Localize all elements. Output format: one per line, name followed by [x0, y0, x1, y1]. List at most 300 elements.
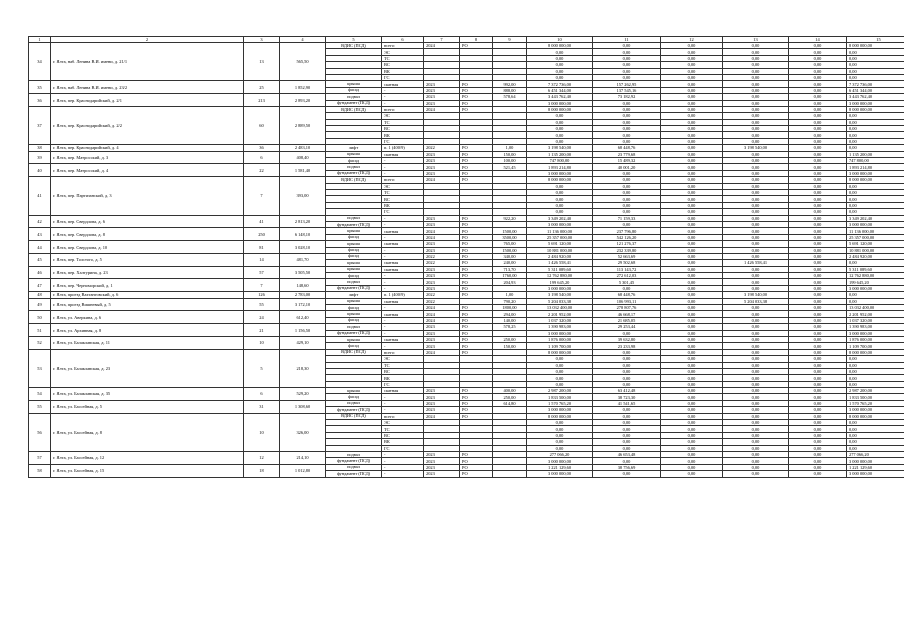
volume-cell: 140,00: [493, 317, 527, 323]
cost-total-cell: 747 800,00: [527, 158, 593, 164]
column-number-header: 4: [280, 37, 326, 43]
cost-per-unit-cell: 46 668,17: [593, 311, 661, 317]
cost-total-cell: 3 443 762,40: [527, 94, 593, 100]
work-type-cell: фасад: [326, 247, 382, 253]
cost-total-cell: 8 000 000,00: [527, 177, 593, 183]
other-cell: 0,00: [789, 464, 847, 470]
fund-amount-cell: 0,00: [847, 132, 904, 138]
other-cell: 0,00: [789, 196, 847, 202]
work-type-cell: подвал: [326, 400, 382, 406]
cost-per-unit-cell: 29 253,44: [593, 324, 661, 330]
work-subtype-cell: ЭС: [382, 183, 424, 189]
cost-total-cell: 0,00: [527, 445, 593, 451]
work-type-cell: фасад: [326, 273, 382, 279]
other-cell: 0,00: [789, 145, 847, 151]
funds-cell: 0,00: [723, 202, 789, 208]
row-number-cell: 57: [29, 452, 51, 465]
area-cell: 2 893,20: [280, 94, 326, 107]
column-number-header: 7: [424, 37, 460, 43]
fund-amount-cell: 0,00: [847, 49, 904, 55]
other-cell: 0,00: [789, 241, 847, 247]
cost-per-unit-cell: 0,00: [593, 426, 661, 432]
source-cell: РО: [460, 253, 493, 259]
column-number-header: 14: [789, 37, 847, 43]
budget-cell: 0,00: [661, 452, 723, 458]
other-cell: 0,00: [789, 349, 847, 355]
work-type-cell: фундамент (ПСД): [326, 330, 382, 336]
row-number-cell: 53: [29, 349, 51, 387]
cost-per-unit-cell: 0,00: [593, 170, 661, 176]
budget-cell: 0,00: [661, 400, 723, 406]
cost-per-unit-cell: 0,00: [593, 368, 661, 374]
year-cell: 2023: [424, 407, 460, 413]
budget-cell: 0,00: [661, 285, 723, 291]
volume-cell: 521,45: [493, 164, 527, 170]
fund-amount-cell: 3 349 202,40: [847, 215, 904, 221]
cost-total-cell: 1 876 000,00: [527, 336, 593, 342]
cost-per-unit-cell: 0,00: [593, 375, 661, 381]
work-subtype-cell: скатная: [382, 311, 424, 317]
column-number-header: 3: [244, 37, 280, 43]
fund-amount-cell: 8 000 000,00: [847, 177, 904, 183]
fund-amount-cell: 0,00: [847, 439, 904, 445]
cost-total-cell: 6 451 344,00: [527, 87, 593, 93]
cost-total-cell: 0,00: [527, 74, 593, 80]
apartments-count-cell: 55: [244, 298, 280, 311]
cost-total-cell: 5 691 120,00: [527, 241, 593, 247]
fund-amount-cell: 25 357 000,00: [847, 234, 904, 240]
funds-cell: 0,00: [723, 126, 789, 132]
year-cell: 2024: [424, 413, 460, 419]
funds-cell: 0,00: [723, 445, 789, 451]
source-cell: РО: [460, 279, 493, 285]
cost-per-unit-cell: 0,00: [593, 113, 661, 119]
work-subtype-cell: всего:: [382, 349, 424, 355]
year-cell: 2023: [424, 87, 460, 93]
year-cell: 2024: [424, 349, 460, 355]
cost-per-unit-cell: 23 779,68: [593, 151, 661, 157]
year-cell: 2024: [424, 106, 460, 112]
other-cell: 0,00: [789, 247, 847, 253]
other-cell: 0,00: [789, 215, 847, 221]
work-type-cell: крыша: [326, 81, 382, 87]
cost-per-unit-cell: 0,00: [593, 439, 661, 445]
address-cell: г. Ялта, проезд Вахтанговский, д. 6: [51, 292, 244, 298]
budget-cell: 0,00: [661, 362, 723, 368]
year-cell: 2023: [424, 158, 460, 164]
year-cell: 2023: [424, 94, 460, 100]
work-subtype-cell: -: [382, 407, 424, 413]
work-type-cell: фасад: [326, 158, 382, 164]
budget-cell: 0,00: [661, 100, 723, 106]
work-type-cell: подвал: [326, 279, 382, 285]
funds-cell: 0,00: [723, 400, 789, 406]
row-number-cell: 44: [29, 241, 51, 254]
budget-cell: 0,00: [661, 292, 723, 298]
fund-amount-cell: 8 000 000,00: [847, 106, 904, 112]
year-cell: 2023: [424, 247, 460, 253]
budget-cell: 0,00: [661, 375, 723, 381]
source-cell: РО: [460, 177, 493, 183]
column-number-header: 2: [51, 37, 244, 43]
budget-cell: 0,00: [661, 151, 723, 157]
cost-total-cell: 277 066,20: [527, 452, 593, 458]
cost-per-unit-cell: 0,00: [593, 119, 661, 125]
volume-cell: 240,00: [493, 260, 527, 266]
fund-amount-cell: 8 000 000,00: [847, 349, 904, 355]
year-cell: 2022: [424, 145, 460, 151]
cost-per-unit-cell: 0,00: [593, 285, 661, 291]
area-cell: 1 012,80: [280, 464, 326, 477]
fund-amount-cell: 8 000 000,00: [847, 43, 904, 49]
repair-program-table-page: [28, 36, 881, 619]
fund-amount-cell: 8 000 000,00: [847, 413, 904, 419]
volume-cell: 340,00: [493, 253, 527, 259]
cost-per-unit-cell: 0,00: [593, 196, 661, 202]
fund-amount-cell: 0,00: [847, 145, 904, 151]
year-cell: 2024: [424, 305, 460, 311]
apartments-count-cell: 10: [244, 413, 280, 451]
year-cell: 2022: [424, 260, 460, 266]
fund-amount-cell: 3 000 000,00: [847, 471, 904, 477]
work-subtype-cell: -: [382, 330, 424, 336]
work-subtype-cell: -: [382, 279, 424, 285]
cost-per-unit-cell: 542 126,20: [593, 234, 661, 240]
fund-amount-cell: 199 645,20: [847, 279, 904, 285]
source-cell: РО: [460, 305, 493, 311]
address-cell: г. Ялта, ул. Архивная, д. 8: [51, 324, 244, 337]
source-cell: РО: [460, 221, 493, 227]
cost-per-unit-cell: 46 653,48: [593, 452, 661, 458]
apartments-count-cell: 6: [244, 388, 280, 401]
other-cell: 0,00: [789, 362, 847, 368]
funds-cell: 0,00: [723, 368, 789, 374]
address-cell: г. Ялта, пер. Свердлова, д. 8: [51, 228, 244, 241]
work-subtype-cell: скатная: [382, 266, 424, 272]
fund-amount-cell: 3 000 000,00: [847, 221, 904, 227]
area-cell: 1 852,90: [280, 81, 326, 94]
funds-cell: 0,00: [723, 458, 789, 464]
area-cell: 148,60: [280, 279, 326, 292]
cost-total-cell: 0,00: [527, 426, 593, 432]
source-cell: РО: [460, 247, 493, 253]
other-cell: 0,00: [789, 164, 847, 170]
cost-total-cell: 0,00: [527, 368, 593, 374]
work-type-cell: крыша: [326, 388, 382, 394]
cost-total-cell: 5 311 089,60: [527, 266, 593, 272]
cost-total-cell: 1 426 558,41: [527, 260, 593, 266]
funds-cell: 0,00: [723, 81, 789, 87]
cost-per-unit-cell: 68 448,76: [593, 145, 661, 151]
other-cell: 0,00: [789, 381, 847, 387]
funds-cell: 0,00: [723, 221, 789, 227]
row-number-cell: 51: [29, 324, 51, 337]
work-subtype-cell: -: [382, 164, 424, 170]
work-type-cell: крыша: [326, 311, 382, 317]
column-number-header: 5: [326, 37, 382, 43]
source-cell: РО: [460, 413, 493, 419]
other-cell: 0,00: [789, 151, 847, 157]
other-cell: 0,00: [789, 43, 847, 49]
budget-cell: 0,00: [661, 145, 723, 151]
row-number-cell: 50: [29, 311, 51, 324]
budget-cell: 0,00: [661, 394, 723, 400]
source-cell: РО: [460, 464, 493, 470]
apartments-count-cell: 25: [244, 81, 280, 94]
fund-amount-cell: 0,00: [847, 368, 904, 374]
funds-cell: 0,00: [723, 189, 789, 195]
cost-per-unit-cell: 0,00: [593, 349, 661, 355]
apartments-count-cell: 36: [244, 145, 280, 151]
address-cell: г. Ялта, пер. Краснодарийский, д. 2/1: [51, 94, 244, 107]
budget-cell: 0,00: [661, 158, 723, 164]
other-cell: 0,00: [789, 452, 847, 458]
cost-per-unit-cell: 278 807,76: [593, 305, 661, 311]
fund-amount-cell: 0,00: [847, 375, 904, 381]
fund-amount-cell: 1 037 320,00: [847, 317, 904, 323]
column-number-header: 12: [661, 37, 723, 43]
year-cell: 2023: [424, 100, 460, 106]
budget-cell: 0,00: [661, 426, 723, 432]
work-subtype-cell: ГС: [382, 138, 424, 144]
source-cell: РО: [460, 273, 493, 279]
row-number-cell: 37: [29, 106, 51, 144]
apartments-count-cell: 22: [244, 164, 280, 177]
volume-cell: 250,00: [493, 336, 527, 342]
work-subtype-cell: -: [382, 253, 424, 259]
cost-per-unit-cell: 0,00: [593, 189, 661, 195]
cost-total-cell: 2 987 200,00: [527, 388, 593, 394]
fund-amount-cell: 3 443 762,40: [847, 94, 904, 100]
other-cell: 0,00: [789, 394, 847, 400]
area-cell: 1 308,60: [280, 400, 326, 413]
cost-per-unit-cell: 0,00: [593, 330, 661, 336]
funds-cell: 0,00: [723, 228, 789, 234]
work-subtype-cell: всего:: [382, 106, 424, 112]
cost-total-cell: 10 881 000,00: [527, 247, 593, 253]
funds-cell: 0,00: [723, 279, 789, 285]
budget-cell: 0,00: [661, 215, 723, 221]
apartments-count-cell: 24: [244, 311, 280, 324]
work-subtype-cell: -: [382, 170, 424, 176]
area-cell: 612,40: [280, 311, 326, 324]
source-cell: РО: [460, 241, 493, 247]
work-subtype-cell: скатная: [382, 388, 424, 394]
fund-amount-cell: 0,00: [847, 119, 904, 125]
volume-cell: 1,00: [493, 292, 527, 298]
budget-cell: 0,00: [661, 164, 723, 170]
fund-amount-cell: 0,00: [847, 202, 904, 208]
cost-total-cell: 3 000 000,00: [527, 407, 593, 413]
cost-total-cell: 3 000 000,00: [527, 221, 593, 227]
work-subtype-cell: -: [382, 400, 424, 406]
cost-per-unit-cell: 0,00: [593, 458, 661, 464]
cost-per-unit-cell: 232 339,80: [593, 247, 661, 253]
work-subtype-cell: скатная: [382, 228, 424, 234]
source-cell: РО: [460, 285, 493, 291]
source-cell: РО: [460, 215, 493, 221]
source-cell: РО: [460, 407, 493, 413]
area-cell: 565,50: [280, 43, 326, 81]
cost-total-cell: 0,00: [527, 55, 593, 61]
work-type-cell: фундамент (ПСД): [326, 407, 382, 413]
address-cell: г. Ялта, пер. Краснодарийский, д. 4: [51, 145, 244, 151]
work-subtype-cell: ТС: [382, 55, 424, 61]
cost-per-unit-cell: 0,00: [593, 183, 661, 189]
year-cell: 2024: [424, 43, 460, 49]
work-type-cell: крыша: [326, 266, 382, 272]
budget-cell: 0,00: [661, 464, 723, 470]
fund-amount-cell: 0,00: [847, 138, 904, 144]
budget-cell: 0,00: [661, 241, 723, 247]
other-cell: 0,00: [789, 49, 847, 55]
row-number-cell: 39: [29, 151, 51, 164]
funds-cell: 0,00: [723, 349, 789, 355]
fund-amount-cell: 1 876 000,00: [847, 336, 904, 342]
source-cell: РО: [460, 400, 493, 406]
column-number-header: 1: [29, 37, 51, 43]
work-subtype-cell: ВС: [382, 62, 424, 68]
budget-cell: 0,00: [661, 183, 723, 189]
work-subtype-cell: -: [382, 324, 424, 330]
work-subtype-cell: ЭС: [382, 356, 424, 362]
fund-amount-cell: 5 311 089,60: [847, 266, 904, 272]
cost-total-cell: 13 032 400,00: [527, 305, 593, 311]
other-cell: 0,00: [789, 126, 847, 132]
source-cell: РО: [460, 452, 493, 458]
source-cell: РО: [460, 324, 493, 330]
budget-cell: 0,00: [661, 138, 723, 144]
work-type-cell: фасад: [326, 253, 382, 259]
other-cell: 0,00: [789, 177, 847, 183]
work-subtype-cell: -: [382, 87, 424, 93]
volume-cell: 294,00: [493, 311, 527, 317]
cost-per-unit-cell: 0,00: [593, 55, 661, 61]
fund-amount-cell: 0,00: [847, 62, 904, 68]
year-cell: 2023: [424, 285, 460, 291]
apartments-count-cell: 6: [244, 151, 280, 164]
other-cell: 0,00: [789, 55, 847, 61]
area-cell: 1 156,50: [280, 324, 326, 337]
work-type-cell: ВДИС (ПСД): [326, 106, 382, 112]
budget-cell: 0,00: [661, 87, 723, 93]
fund-amount-cell: 2 201 952,00: [847, 311, 904, 317]
budget-cell: 0,00: [661, 388, 723, 394]
other-cell: 0,00: [789, 311, 847, 317]
cost-per-unit-cell: 73 182,92: [593, 94, 661, 100]
work-type-cell: крыша: [326, 228, 382, 234]
cost-total-cell: 12 762 880,00: [527, 273, 593, 279]
funds-cell: 0,00: [723, 452, 789, 458]
work-type-cell: крыша: [326, 336, 382, 342]
cost-total-cell: 0,00: [527, 138, 593, 144]
work-subtype-cell: всего:: [382, 177, 424, 183]
work-type-cell: подвал: [326, 464, 382, 470]
cost-total-cell: 0,00: [527, 432, 593, 438]
cost-per-unit-cell: 0,00: [593, 413, 661, 419]
cost-total-cell: 1 135 200,00: [527, 151, 593, 157]
budget-cell: 0,00: [661, 119, 723, 125]
volume-cell: 150,00: [493, 343, 527, 349]
apartments-count-cell: 21: [244, 324, 280, 337]
volume-cell: 400,00: [493, 388, 527, 394]
fund-amount-cell: 1 390 983,00: [847, 324, 904, 330]
funds-cell: 0,00: [723, 471, 789, 477]
funds-cell: 0,00: [723, 394, 789, 400]
fund-amount-cell: 5 691 120,00: [847, 241, 904, 247]
funds-cell: 0,00: [723, 343, 789, 349]
fund-amount-cell: 3 000 000,00: [847, 458, 904, 464]
budget-cell: 0,00: [661, 202, 723, 208]
work-subtype-cell: ТС: [382, 426, 424, 432]
fund-amount-cell: 1 893 214,80: [847, 164, 904, 170]
source-cell: РО: [460, 292, 493, 298]
work-type-cell: крыша: [326, 260, 382, 266]
cost-per-unit-cell: 21 685,05: [593, 317, 661, 323]
funds-cell: 0,00: [723, 106, 789, 112]
source-cell: РО: [460, 336, 493, 342]
funds-cell: 0,00: [723, 266, 789, 272]
cost-total-cell: 0,00: [527, 202, 593, 208]
work-subtype-cell: ВК: [382, 68, 424, 74]
fund-amount-cell: 13 032 400,00: [847, 305, 904, 311]
cost-per-unit-cell: 29 502,68: [593, 260, 661, 266]
year-cell: 2023: [424, 388, 460, 394]
cost-per-unit-cell: 23 233,98: [593, 343, 661, 349]
budget-cell: 0,00: [661, 62, 723, 68]
funds-cell: 0,00: [723, 43, 789, 49]
year-cell: 2023: [424, 324, 460, 330]
work-type-cell: фасад: [326, 87, 382, 93]
volume-cell: 992,00: [493, 81, 527, 87]
address-cell: г. Ялта, ул. Бассейная, д. 12: [51, 452, 244, 465]
budget-cell: 0,00: [661, 471, 723, 477]
row-number-cell: 49: [29, 298, 51, 311]
column-number-header: 9: [493, 37, 527, 43]
other-cell: 0,00: [789, 94, 847, 100]
budget-cell: 0,00: [661, 432, 723, 438]
cost-total-cell: 5 204 033,38: [527, 298, 593, 304]
budget-cell: 0,00: [661, 439, 723, 445]
work-subtype-cell: ТС: [382, 362, 424, 368]
budget-cell: 0,00: [661, 209, 723, 215]
funds-cell: 0,00: [723, 381, 789, 387]
work-type-cell: лифт: [326, 292, 382, 298]
other-cell: 0,00: [789, 343, 847, 349]
source-cell: РО: [460, 458, 493, 464]
budget-cell: 0,00: [661, 247, 723, 253]
work-subtype-cell: -: [382, 285, 424, 291]
cost-total-cell: 1 570 765,20: [527, 400, 593, 406]
cost-per-unit-cell: 15 489,32: [593, 158, 661, 164]
cost-per-unit-cell: 0,00: [593, 49, 661, 55]
cost-per-unit-cell: 5 301,45: [593, 279, 661, 285]
cost-per-unit-cell: 40 001,20: [593, 164, 661, 170]
year-cell: 2024: [424, 317, 460, 323]
funds-cell: 0,00: [723, 62, 789, 68]
other-cell: 0,00: [789, 209, 847, 215]
fund-amount-cell: 7 372 736,00: [847, 81, 904, 87]
address-cell: г. Ялта, ул. Бассейная, д. 15: [51, 464, 244, 477]
work-subtype-cell: -: [382, 305, 424, 311]
source-cell: РО: [460, 260, 493, 266]
volume-cell: 1800,00: [493, 305, 527, 311]
year-cell: 2023: [424, 151, 460, 157]
cost-total-cell: 3 000 000,00: [527, 458, 593, 464]
source-cell: РО: [460, 471, 493, 477]
row-number-cell: 38: [29, 145, 51, 151]
funds-cell: 0,00: [723, 311, 789, 317]
